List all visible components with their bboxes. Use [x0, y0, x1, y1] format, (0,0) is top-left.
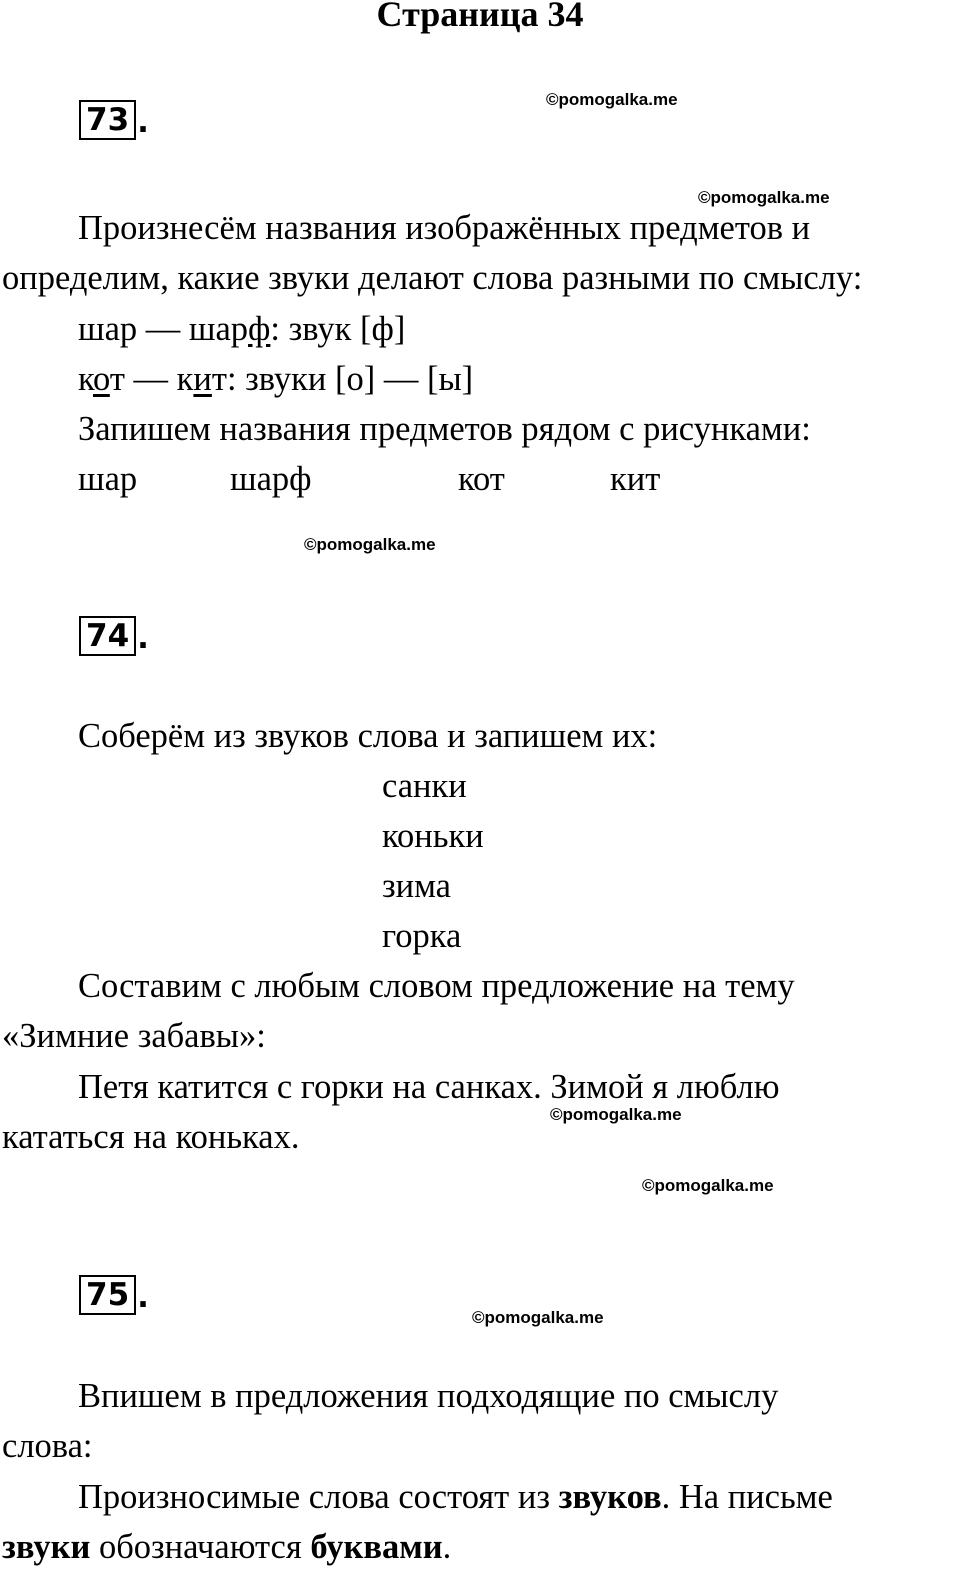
exercise-number-box: 74 [79, 616, 136, 656]
ex75-intro-line1: Впишем в предложения подходящие по смыслу [78, 1377, 779, 1415]
ex73-word: шар [78, 460, 138, 498]
ex74-intro: Соберём из звуков слова и запишем их: [78, 717, 658, 755]
watermark: ©pomogalka.me [642, 1176, 774, 1195]
exercise-number-74: 74 . [79, 616, 149, 656]
watermark: ©pomogalka.me [304, 535, 436, 554]
underlined-sound: ф [248, 310, 271, 348]
ex73-write-line: Запишем названия предметов рядом с рисунками: [78, 410, 811, 448]
underlined-sound: о [93, 360, 110, 398]
ex74-word: зима [382, 867, 451, 905]
ex74-word: санки [382, 767, 467, 805]
ex73-word: кот [458, 460, 505, 498]
watermark: ©pomogalka.me [472, 1308, 604, 1327]
ex75-sentence-2: звуки обозначаются буквами. [2, 1528, 452, 1566]
ex73-intro-line1: Произнесём названия изображённых предметов и [78, 209, 811, 247]
ex73-intro-line2: определим, какие звуки делают слова разными по смыслу: [2, 259, 863, 297]
answer-word: звуки [2, 1528, 91, 1566]
exercise-number-73: 73 . [79, 100, 149, 140]
ex74-word: горка [382, 917, 462, 955]
ex74-word: коньки [382, 817, 484, 855]
underlined-sound: и [193, 360, 212, 398]
page-title: Страница 34 [376, 0, 584, 34]
ex75-sentence-1: Произносимые слова состоят из звуков. На письме [78, 1478, 833, 1516]
answer-word: буквами [310, 1528, 443, 1566]
ex74-compose-line2: «Зимние забавы»: [2, 1017, 266, 1055]
exercise-number-75: 75 . [79, 1275, 149, 1315]
ex73-word: шарф [230, 460, 312, 498]
ex73-pair-2: кот — кит: звуки [о] — [ы] [78, 360, 474, 398]
ex73-word: кит [610, 460, 661, 498]
answer-word: звуков [558, 1478, 662, 1516]
watermark: ©pomogalka.me [550, 1105, 682, 1124]
watermark: ©pomogalka.me [698, 188, 830, 207]
ex74-answer-line1: Петя катится с горки на санках. Зимой я люблю [78, 1068, 780, 1106]
ex74-answer-line2: кататься на коньках. [2, 1118, 300, 1156]
ex74-compose-line1: Составим с любым словом предложение на тему [78, 967, 795, 1005]
exercise-number-box: 73 [79, 100, 136, 140]
ex75-intro-line2: слова: [2, 1427, 93, 1465]
watermark: ©pomogalka.me [546, 90, 678, 109]
exercise-number-box: 75 [79, 1275, 136, 1315]
ex73-pair-1: шар — шарф: звук [ф] [78, 310, 406, 348]
